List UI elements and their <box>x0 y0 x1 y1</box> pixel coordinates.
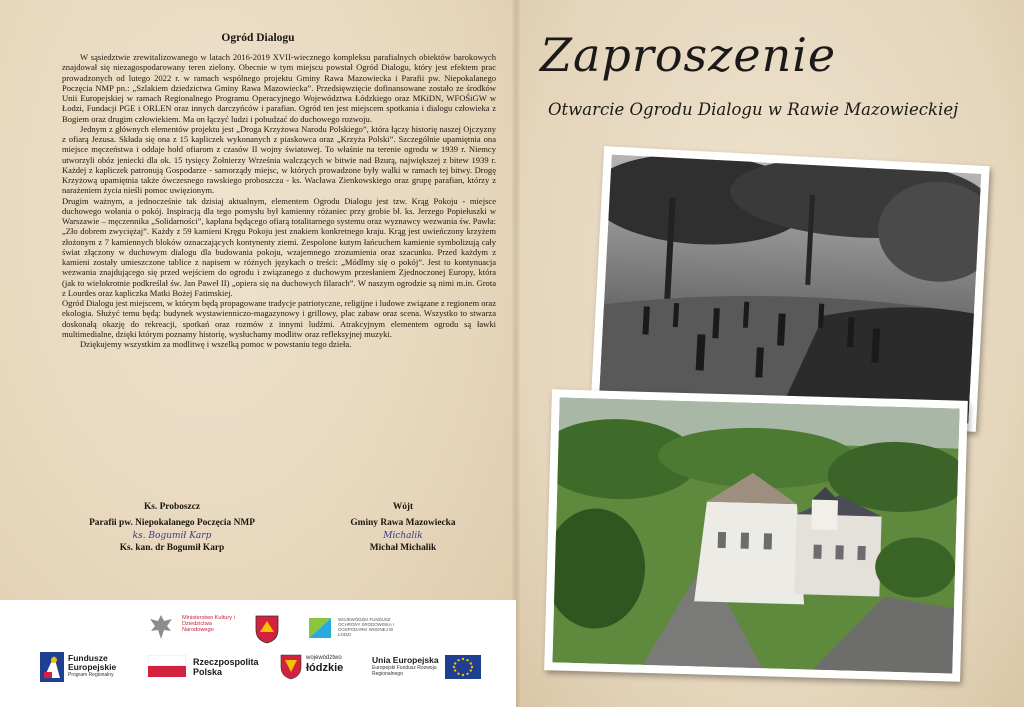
lodzkie-coat-of-arms <box>280 654 302 685</box>
wfos-leaf-icon <box>307 616 333 640</box>
eagle-icon <box>148 613 174 641</box>
paragraph-way-of-cross: Jednym z głównych elementów projektu jest „Droga Krzyżowa Narodu Polskiego”, która łączy historię naszej Ojczyzny z ofiarą Jezusa. Składa się ona z 15 kapliczek wykonanych z piaskowca oraz „Krzyża Polski”. Szczególnie upamiętnia ona miejsce męczeństwa i oddaje hołd ofiarom z czasów II wojny światowej. To właśnie na terenie ogrodu w 1939 r. Niemcy utworzyli obóz jeniecki dla ok. 15 tysięcy Żołnierzy Września walczących w bitwie nad Bzurą, największej z bitew 1939 r. Każdej z kapliczek patronują Gospodarze - samorządy miejsc, w których prowadzone były walki w ramach tej bitwy. Drogę Krzyżową upamiętnia także ówczesnego rawskiego proboszcza - ks. Wacława Zienkowskiego oraz grupę parafian, którzy z narażeniem życia nieśli pomoc uwięzionym. <box>62 123 496 196</box>
fe-logo <box>40 652 64 687</box>
invitation-subtitle: Otwarcie Ogrodu Dialogu w Rawie Mazowieckiej <box>548 100 959 119</box>
fe-logo-subtitle: Program Regionalny <box>68 672 114 678</box>
paragraph-thanks: Dziękujemy wszystkim za modlitwę i wszelką pomoc w powstaniu tego dzieła. <box>80 339 352 349</box>
fe-logo-text <box>68 654 148 679</box>
body-text <box>62 52 496 349</box>
historical-photo-image <box>599 154 982 423</box>
signature-mayor-role: Wójt <box>392 502 414 512</box>
paragraph-intro: W sąsiedztwie zrewitalizowanego w latach 2016-2019 XVII-wiecznego kompleksu parafialnych obiektów barokowych znajdował się niezagospodarowany teren zielony. Obecnie w tym miejscu powstał Ogród Dialogu, który jest efektem prac prowadzonych od lutego 2022 r. w ramach wspólnego projektu Gminy Rawa Mazowiecka i Parafii pw. Niepokalanego Poczęcia NMP pn.: „Szlakiem dziedzictwa Gminy Rawa Mazowiecka”. Przedsięwzięcie dofinansowane zostało ze środków Unii Europejskiej w ramach Regionalnego Programu Operacyjnego Województwa Łódzkiego oraz MKiDN, WFOŚiGW w Łodzi, Fundacji PGE i ORLEN oraz innych darczyńców i parafian. Ogród ten jest miejscem spotkania i dialogu człowieka z Bogiem oraz drugim człowiekiem. Ma on łączyć ludzi i pobudzać do duchowego rozwoju. <box>62 52 496 124</box>
ministry-logo-text: Ministerstwo Kultury i Dziedzictwa Narodowego <box>182 615 235 634</box>
polish-flag-logo <box>148 655 186 682</box>
fe-flag-icon <box>40 652 64 682</box>
historical-photo <box>590 146 989 432</box>
ministry-logo <box>182 615 238 634</box>
coat-of-arms-icon <box>254 614 280 644</box>
paragraph-circle-of-peace: Drugim ważnym, a jednocześnie tak dzisiaj aktualnym, elementem Ogrodu Dialogu jest tzw. Krąg Pokoju - miejsce duchowego wołania o pokój. Inspiracją dla tego pomysłu był kamienny różaniec przy grobie bł. ks. Jerzego Popiełuszki w Warszawie – męczennika „Solidarności”, kapłana będącego ofiarą totalitarnego systemu oraz wyznawcy wezwania św. Pawła: „Zło dobrem zwyciężaj”. Każdy z 59 kamieni Kręgu Pokoju jest znakiem konkretnego kraju. Krąg jest uwieńczony krzyżem złożonym z 7 kamiennych bloków oznaczających kontynenty ziemi. Zespolone kutym łańcuchem kamienie symbolizują cały świat złączony w duchowym dialogu dla budowania pokoju, wzajemnego zrozumienia oraz szacunku. Przed każdym z kamieni zostały umieszczone tablice z napisem w różnych językach o treści: „Módlmy się o pokój”. Jest to kontynuacja wezwania znajdującego się przed wejściem do ogrodu i związanego z duchowym przesłaniem Zjednoczonej Europy, która (jak to wielokrotnie podkreślał św. Jan Paweł II) „opiera się na duchowych filarach”. W naszym ogrodzie są nimi m.in. Grota z Lourdes oraz kapliczka Matki Bożej Fatimskiej. <box>62 195 496 298</box>
signature-mayor-org: Gminy Rawa Mazowiecka <box>350 518 456 528</box>
signature-block-priest <box>72 502 272 553</box>
polish-flag-icon <box>148 655 186 677</box>
ue-logo-title: Unia Europejska <box>372 655 439 665</box>
signature-priest-org: Parafii pw. Niepokalanego Poczęcia NMP <box>89 518 255 528</box>
signature-priest-name: Ks. kan. dr Bogumił Karp <box>119 543 225 553</box>
wfos-logo <box>307 616 333 645</box>
signature-mayor-name: Michał Michalik <box>369 543 437 553</box>
lodzkie-logo-text <box>306 656 360 674</box>
lodzkie-logo-main: łódzkie <box>306 661 344 674</box>
document-title: Ogród Dialogu <box>221 32 295 44</box>
aerial-photo <box>544 389 968 682</box>
signature-block-mayor <box>318 502 488 553</box>
signature-priest-role: Ks. Proboszcz <box>143 502 201 512</box>
rp-logo-title: Rzeczpospolita Polska <box>193 657 259 677</box>
aerial-photo-image <box>552 397 959 673</box>
lodzkie-shield-icon <box>280 654 302 680</box>
lodzkie-logo-small: województwo <box>306 655 342 661</box>
eu-flag-icon <box>445 655 481 679</box>
paragraph-garden-purpose: Ogród Dialogu jest miejscem, w którym będą propagowane tradycje patriotyczne, religijne i ludowe związane z regionem oraz ekologia. Służyć temu będą: budynek wystawienniczo-magazynowy i grillowy, plac zabaw oraz scena. Wszystko to stwarza doskonałą okazję do rekreacji, spotkań oraz rozmów z innymi ludźmi. Atrakcyjnym elementem ogrodu są ławki multimedialne, dzięki którym poznamy historię, wysłuchamy modlitw oraz refleksyjnej muzyki. <box>62 298 496 339</box>
wfos-logo-text-block <box>338 617 400 637</box>
fe-logo-title: Fundusze Europejskie <box>68 653 117 672</box>
ue-logo-subtitle: Europejski Fundusz Rozwoju Regionalnego <box>372 665 437 677</box>
signature-mayor-handwriting: Michalik <box>383 531 423 541</box>
invitation-title: Zaproszenie <box>540 28 837 82</box>
wfos-logo-text: WOJEWÓDZKI FUNDUSZ OCHRONY ŚRODOWISKA I GOSPODARKI WODNEJ W ŁODZI <box>338 617 395 637</box>
rp-logo-text <box>193 657 263 677</box>
eu-flag-logo <box>445 655 481 684</box>
polish-eagle-emblem <box>148 613 174 646</box>
rawa-coat-of-arms <box>254 614 280 649</box>
signature-priest-handwriting: ks. Bogumił Karp <box>132 531 212 541</box>
ue-logo-text <box>372 656 446 677</box>
